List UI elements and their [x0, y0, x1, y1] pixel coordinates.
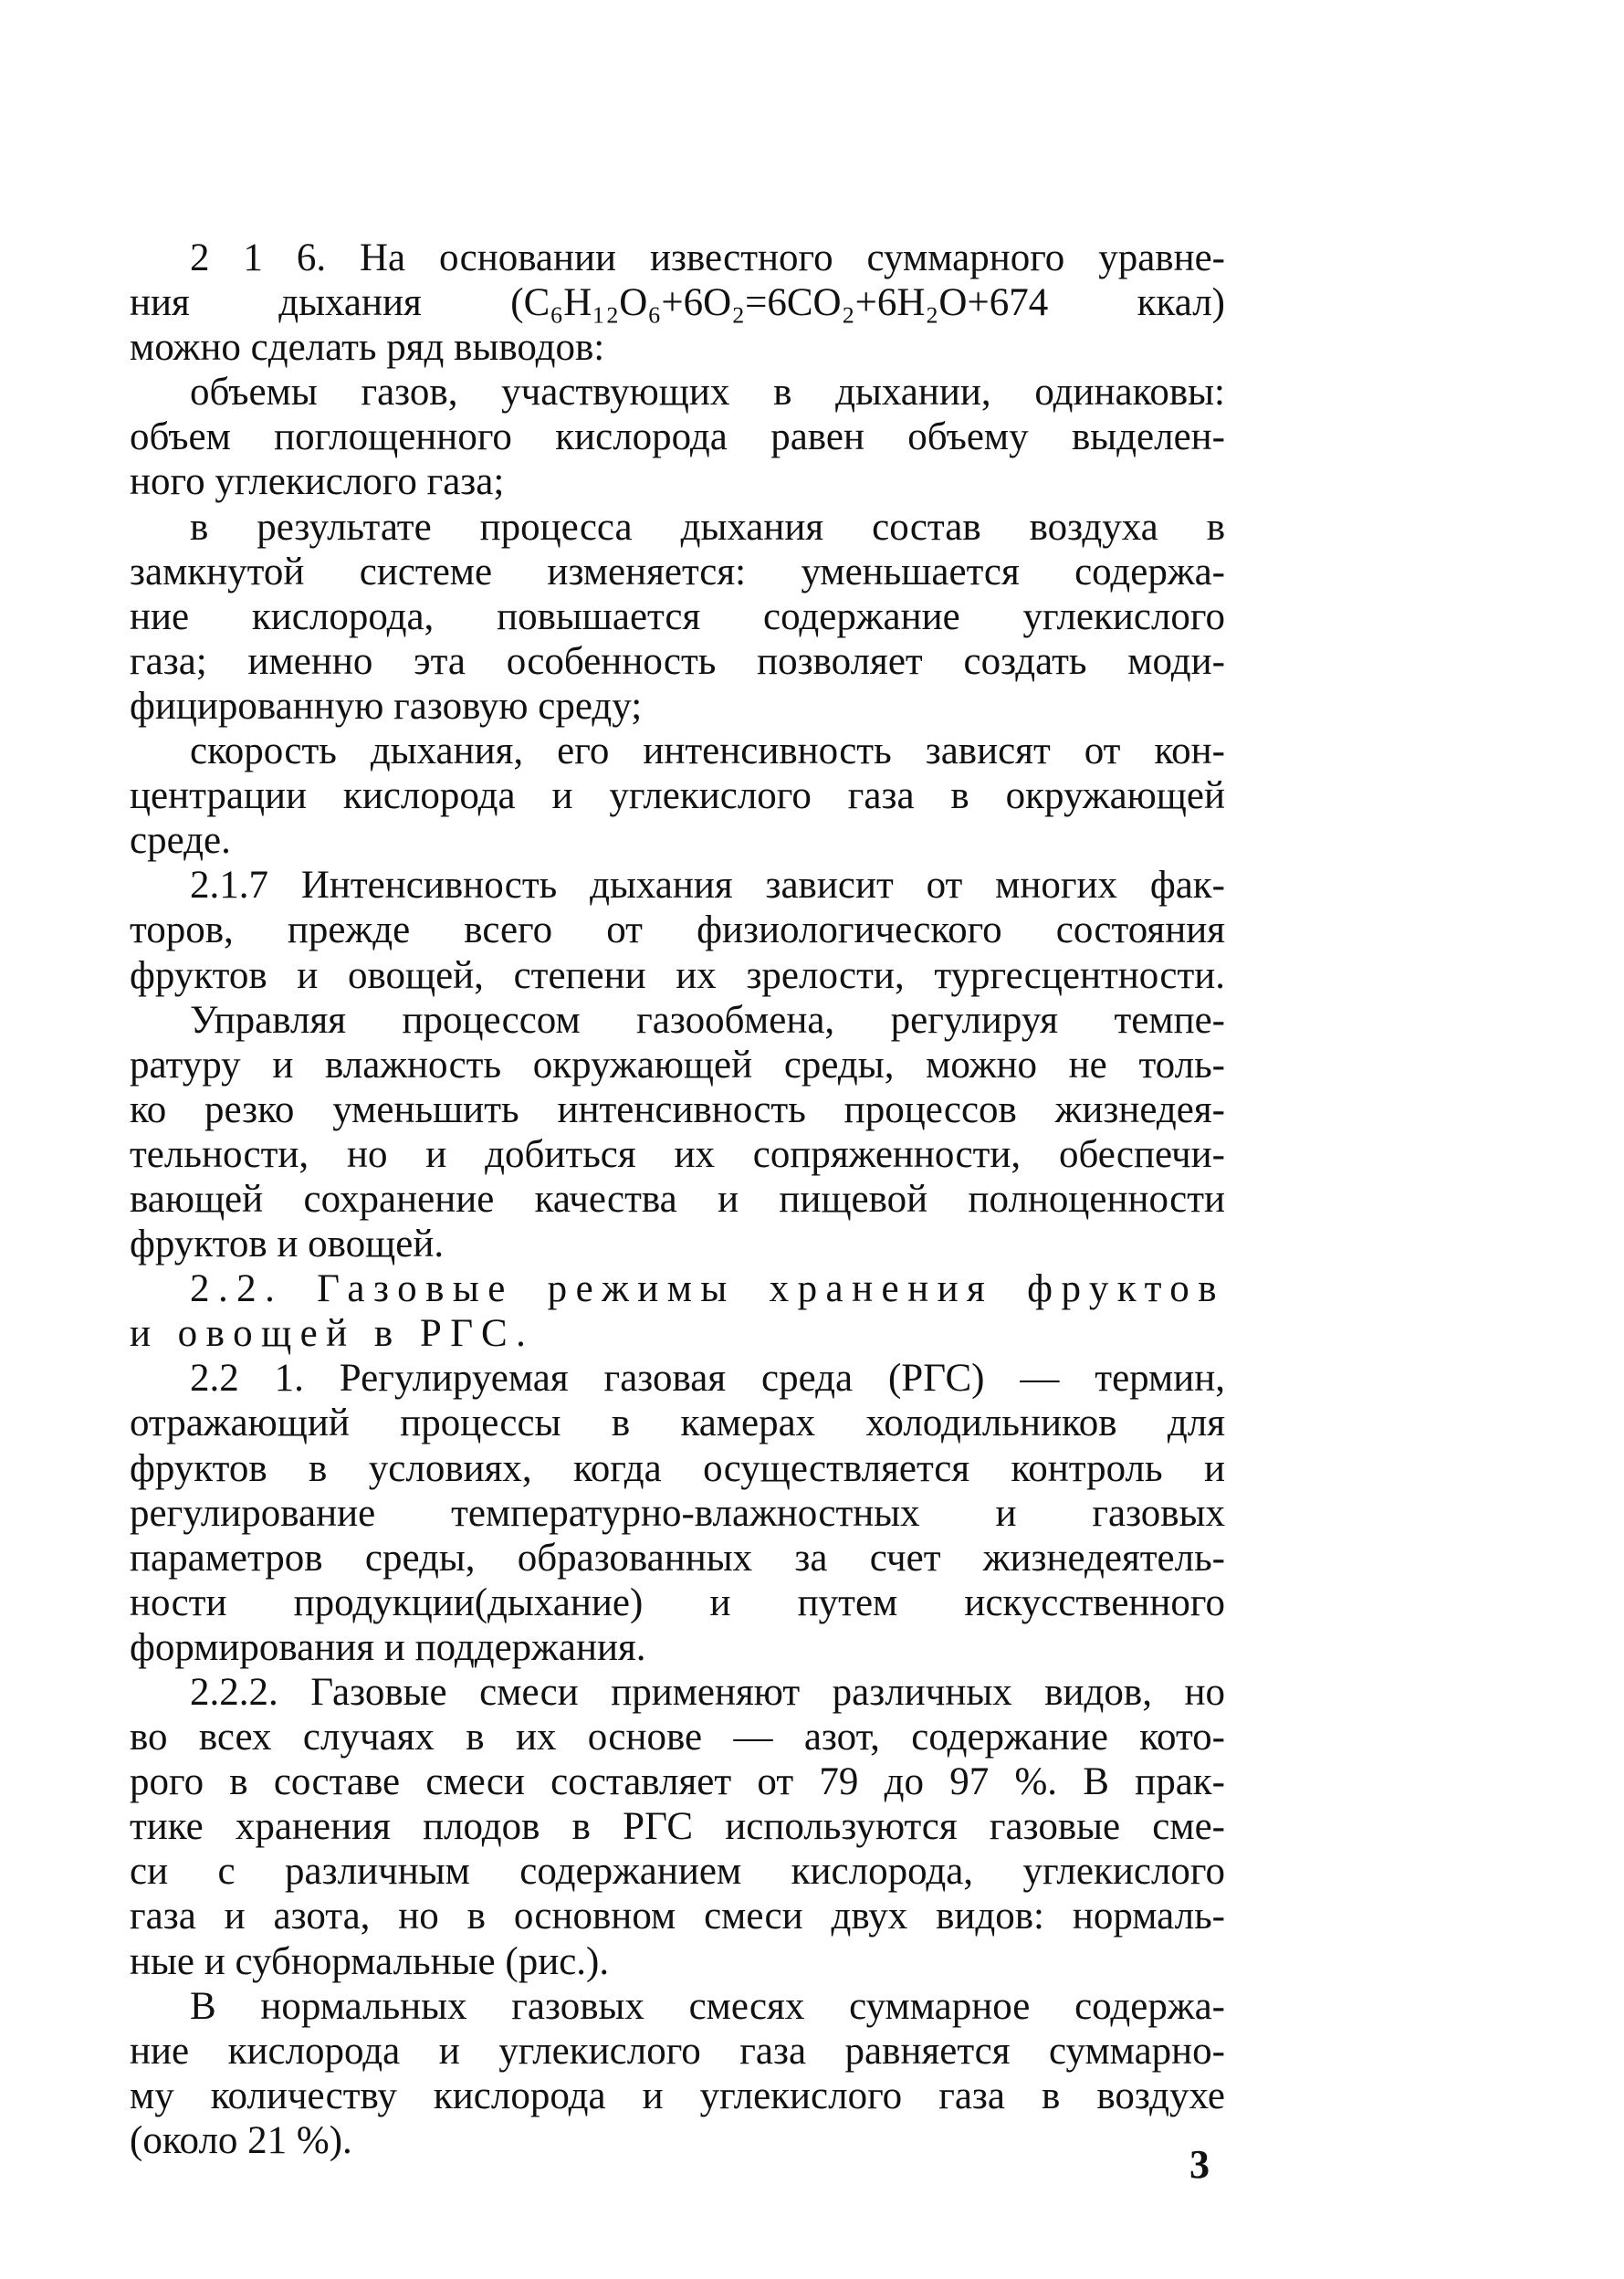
page-number: 3 [1189, 2142, 1210, 2187]
text-line: и овощей в РГС. [130, 1312, 535, 1356]
text-line: центрации кислорода и углекислого газа в окружающей [130, 774, 1225, 818]
text-line: вающей сохранение качества и пищевой полноценности [130, 1177, 1225, 1221]
text-line: в результате процесса дыхания состав воздуха в [190, 505, 1225, 549]
text-line: 2.2.2. Газовые смеси применяют различных видов, но [190, 1671, 1225, 1714]
text-line: объемы газов, участвующих в дыхании, одинаковы: [190, 371, 1225, 415]
text-line: тике хранения плодов в РГС используются газовые сме- [130, 1805, 1225, 1849]
text-line: газа; именно эта особенность позволяет создать моди- [130, 639, 1225, 683]
text-line: можно сделать ряд выводов: [130, 326, 605, 370]
text-line: фицированную газовую среду; [130, 684, 643, 728]
text-line: ного углекислого газа; [130, 460, 505, 504]
text-line: В нормальных газовых смесях суммарное содержа- [190, 1984, 1225, 2028]
text-line: ния дыхания (C₆H₁₂O₆+6O₂=6CO₂+6H₂O+674 ккал) [130, 281, 1225, 325]
text-line: 2.1.7 Интенсивность дыхания зависит от многих фак- [190, 864, 1225, 908]
text-line: ние кислорода, повышается содержание углекислого [130, 594, 1225, 638]
text-line: 2 1 6. На основании известного суммарного уравне- [190, 236, 1225, 279]
text-line: объем поглощенного кислорода равен объему выделен- [130, 415, 1225, 459]
text-line: ные и субнормальные (рис.). [130, 1939, 610, 1983]
text-line: си с различным содержанием кислорода, углекислого [130, 1850, 1225, 1894]
text-line: отражающий процессы в камерах холодильников для [130, 1402, 1225, 1445]
text-line: 2.2 1. Регулируемая газовая среда (РГС) — термин, [190, 1357, 1225, 1401]
text-line: 2.2. Газовые режимы хранения фруктов [190, 1267, 1225, 1311]
body-text [130, 236, 1225, 2163]
text-line: замкнутой системе изменяется: уменьшается содержа- [130, 550, 1225, 593]
text-line: рого в составе смеси составляет от 79 до 97 %. В прак- [130, 1760, 1225, 1804]
text-line: скорость дыхания, его интенсивность зависят от кон- [190, 730, 1225, 773]
text-line: фруктов в условиях, когда осуществляется контроль и [130, 1446, 1225, 1490]
text-line: торов, прежде всего от физиологического состояния [130, 908, 1225, 952]
text-line: ности продукции(дыхание) и путем искусственного [130, 1581, 1225, 1624]
text-line: (около 21 %). [130, 2118, 352, 2162]
text-line: формирования и поддержания. [130, 1625, 646, 1669]
text-line: му количеству кислорода и углекислого газа в воздухе [130, 2074, 1225, 2117]
text-line: параметров среды, образованных за счет жизнедеятель- [130, 1536, 1225, 1580]
text-line: Управляя процессом газообмена, регулируя темпе- [190, 998, 1225, 1042]
text-line: ко резко уменьшить интенсивность процессов жизнедея- [130, 1087, 1225, 1131]
text-line: тельности, но и добиться их сопряженности, обеспечи- [130, 1132, 1225, 1176]
text-line: регулирование температурно-влажностных и газовых [130, 1491, 1225, 1535]
text-line: газа и азота, но в основном смеси двух видов: нормаль- [130, 1895, 1225, 1938]
text-line: во всех случаях в их основе — азот, содержание кото- [130, 1716, 1225, 1759]
text-line: среде. [130, 819, 231, 863]
text-line: ратуру и влажность окружающей среды, можно не толь- [130, 1043, 1225, 1087]
text-line: ние кислорода и углекислого газа равняется суммарно- [130, 2029, 1225, 2073]
text-line: фруктов и овощей, степени их зрелости, тургесцентности. [130, 953, 1225, 997]
text-line: фруктов и овощей. [130, 1223, 445, 1266]
